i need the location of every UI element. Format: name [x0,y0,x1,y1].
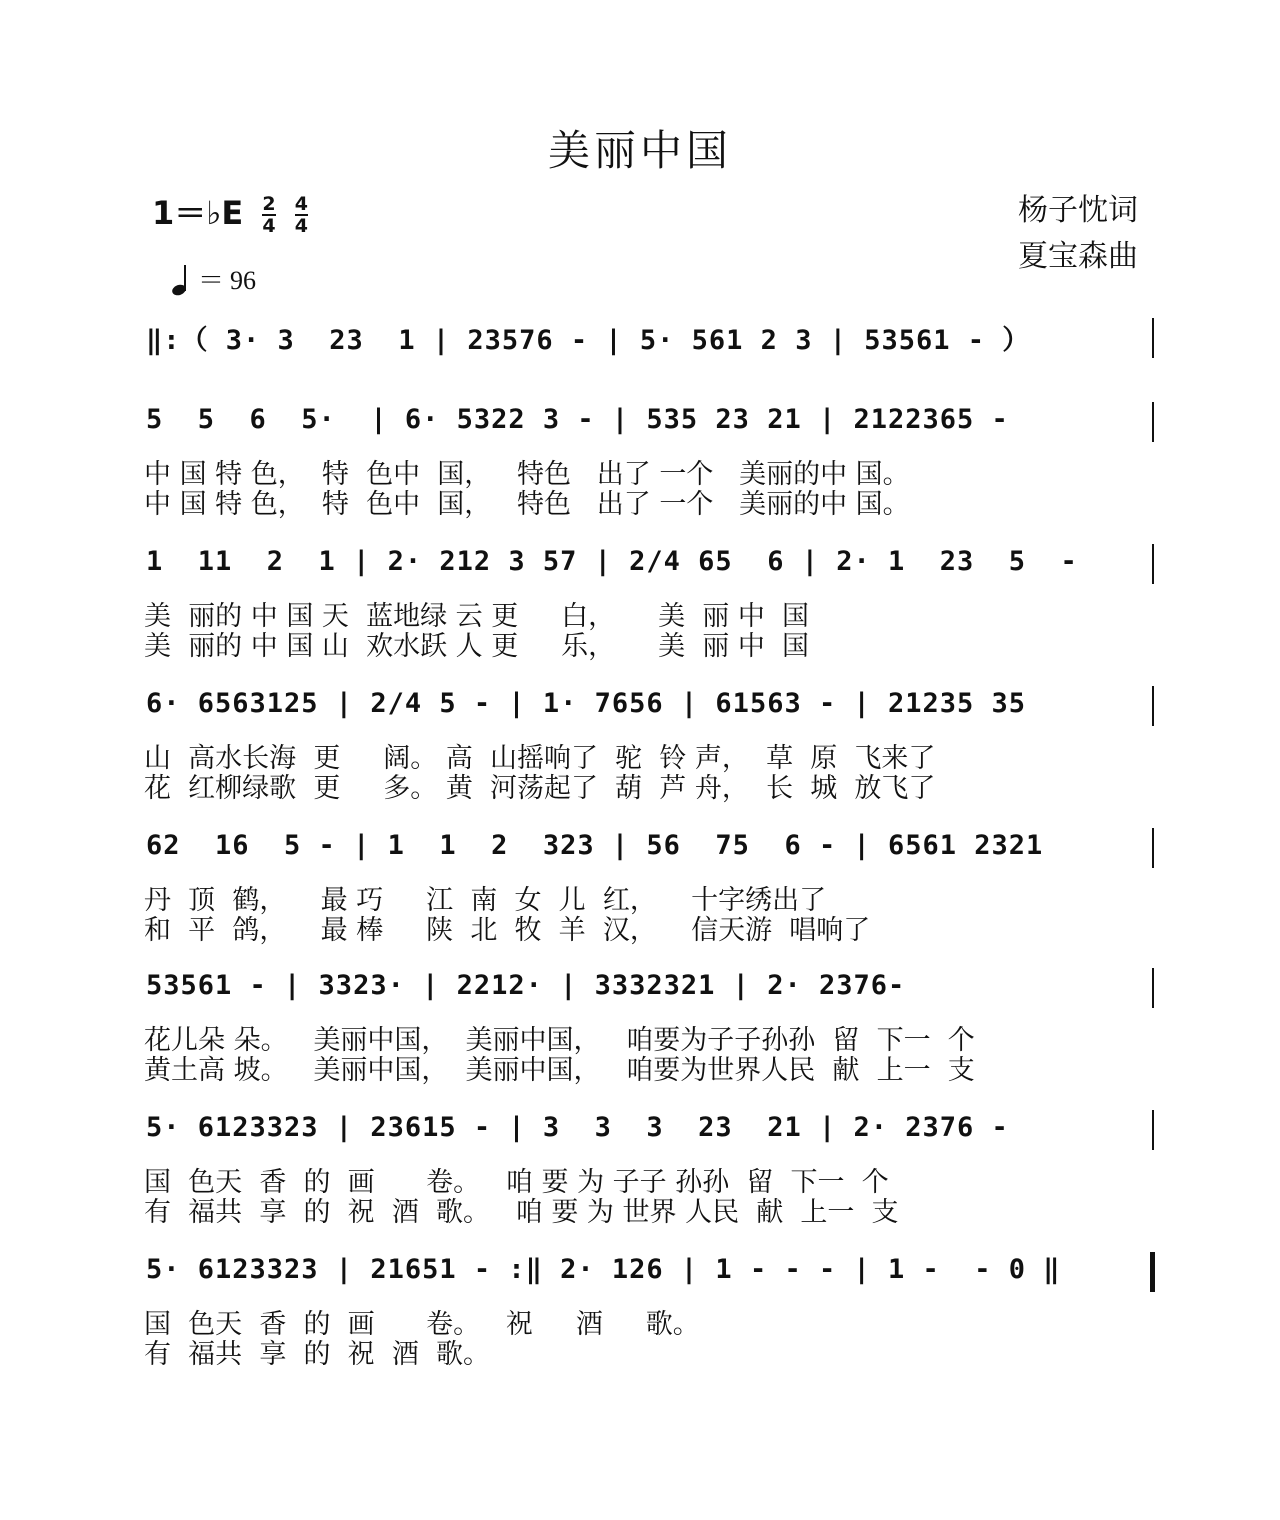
lyrics-line-3-verse-1: 美 丽的 中 国 天 蓝地绿 云 更 白， 美 丽 中 国 [144,601,809,632]
barline [1152,318,1154,358]
notation-line-3: 1 11 2 1 | 2· 212 3 57 | 2/4 65 6 | 2· 1 23 5 - [146,546,1078,577]
lyrics-line-5-verse-2: 和 平 鸽， 最 棒 陕 北 牧 羊 汉， 信天游 唱响了 [144,915,871,946]
lyricist: 杨子忱词 [1018,193,1138,228]
lyrics-line-8-verse-1: 国 色天 香 的 画 卷。 祝 酒 歌。 [144,1309,700,1340]
lyrics-line-8-verse-2: 有 福共 享 的 祝 酒 歌。 [144,1339,490,1370]
lyrics-line-7-verse-2: 有 福共 享 的 祝 酒 歌。 咱 要 为 世界 人民 献 上一 支 [144,1197,899,1228]
key-and-time-signature [152,188,308,235]
barline [1152,402,1154,442]
lyrics-line-2-verse-2: 中 国 特 色， 特 色中 国， 特色 出了 一个 美丽的中 国。 [144,489,910,520]
lyrics-line-7-verse-1: 国 色天 香 的 画 卷。 咱 要 为 子子 孙孙 留 下一 个 [144,1167,889,1198]
notation-line-1: ‖:（ 3· 3 23 1 | 23576 - | 5· 561 2 3 | 53561 - ） [146,325,1031,356]
notation-line-6: 53561 - | 3323· | 2212· | 3332321 | 2· 2376- [146,970,906,1001]
lyrics-line-6-verse-2: 黄土高 坡。 美丽中国， 美丽中国， 咱要为世界人民 献 上一 支 [144,1055,975,1086]
key-signature: 1＝♭E [152,194,244,232]
notation-line-2: 5 5 6 5· | 6· 5322 3 - | 535 23 21 | 2122365 - [146,404,1009,435]
tempo-marking: ＝ 96 [172,260,256,297]
barline [1152,1110,1154,1150]
composer: 夏宝森曲 [1018,239,1138,274]
notation-line-4: 6· 6563125 | 2/4 5 - | 1· 7656 | 61563 - | 21235 35 [146,688,1027,719]
notation-line-7: 5· 6123323 | 23615 - | 3 3 3 23 21 | 2· 2376 - [146,1112,1009,1143]
lyrics-line-6-verse-1: 花儿朵 朵。 美丽中国， 美丽中国， 咱要为子子孙孙 留 下一 个 [144,1025,975,1056]
lyrics-line-4-verse-1: 山 高水长海 更 阔。 高 山摇响了 驼 铃 声， 草 原 飞来了 [144,743,936,774]
time-signature-2-4: $\frac{2}{4}$ [262,193,276,237]
notation-line-8: 5· 6123323 | 21651 - :‖ 2· 126 | 1 - - - | 1 - - 0 ‖ [146,1254,1061,1285]
barline [1152,544,1154,584]
barline [1152,968,1154,1008]
time-signature-4-4: $\frac{4}{4}$ [294,193,308,237]
lyrics-line-2-verse-1: 中 国 特 色， 特 色中 国， 特色 出了 一个 美丽的中 国。 [144,459,910,490]
lyrics-line-5-verse-1: 丹 顶 鹤， 最 巧 江 南 女 儿 红， 十字绣出了 [144,885,827,916]
final-barline [1150,1252,1155,1292]
quarter-note-icon [172,265,188,295]
barline [1152,828,1154,868]
song-title: 美丽中国 [547,126,732,175]
lyrics-line-4-verse-2: 花 红柳绿歌 更 多。 黄 河荡起了 葫 芦 舟， 长 城 放飞了 [144,773,936,804]
barline [1152,686,1154,726]
lyrics-line-3-verse-2: 美 丽的 中 国 山 欢水跃 人 更 乐， 美 丽 中 国 [144,631,809,662]
notation-line-5: 62 16 5 - | 1 1 2 323 | 56 75 6 - | 6561 2321 [146,830,1044,861]
credits [1018,188,1138,280]
